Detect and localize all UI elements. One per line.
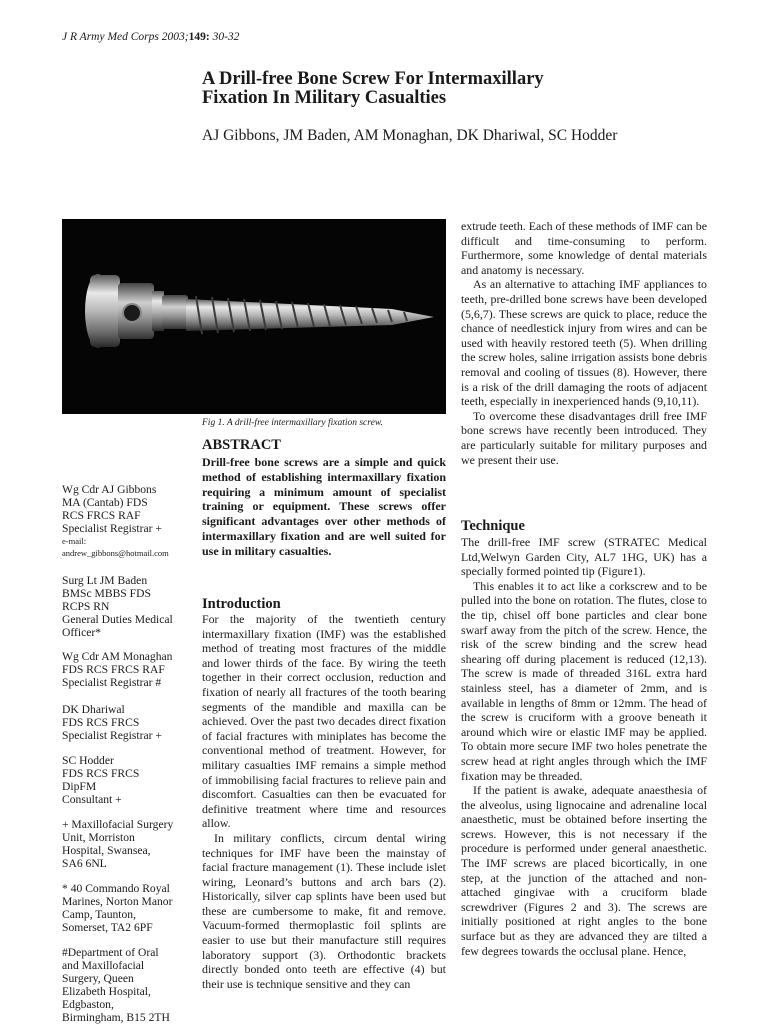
email-address[interactable]: andrew_gibbons@hotmail.com xyxy=(62,548,169,558)
affil-line: Surg Lt JM Baden xyxy=(62,574,148,587)
right-paragraph-3: To overcome these disadvantages drill free IMF bone screws have recently been introduced. They are particularly suitable for military purposes and we present their use. xyxy=(461,408,707,467)
affiliation-birmingham xyxy=(62,946,197,1024)
paper-title xyxy=(202,70,722,108)
affil-line: Wg Cdr AJ Gibbons xyxy=(62,483,157,496)
journal-pages: 30-32 xyxy=(209,31,240,43)
affil-line: Camp, Taunton, xyxy=(62,908,137,921)
technique-paragraph-1: The drill-free IMF screw (STRATEC Medical Ltd,Welwyn Garden City, AL7 1HG, UK) has a specially formed pointed tip (Figure1). xyxy=(461,535,707,579)
figure-1-photo xyxy=(62,219,446,414)
affil-line: RCS FRCS RAF xyxy=(62,509,141,522)
technique-heading: Technique xyxy=(461,518,525,534)
right-column-body xyxy=(461,219,707,467)
affil-line: Elizabeth Hospital, xyxy=(62,985,151,998)
affil-line: BMSc MBBS FDS xyxy=(62,587,151,600)
affil-line: FDS RCS FRCS xyxy=(62,716,140,729)
affil-line: SC Hodder xyxy=(62,754,114,767)
affil-line: Officer* xyxy=(62,626,102,639)
title-line-2: Fixation In Military Casualties xyxy=(202,88,447,108)
affil-line: SA6 6NL xyxy=(62,857,107,870)
affil-line: DipFM xyxy=(62,780,97,793)
right-paragraph-1: extrude teeth. Each of these methods of IMF can be difficult and time-consuming to perform. Furthermore, some knowledge of dental materials and anatomy is necessary. xyxy=(461,219,707,277)
affil-line: Marines, Norton Manor xyxy=(62,895,173,908)
email-label: e-mail: xyxy=(62,536,87,546)
journal-ref: J R Army Med Corps 2003; xyxy=(62,31,189,43)
author-list: AJ Gibbons, JM Baden, AM Monaghan, DK Dhariwal, SC Hodder xyxy=(202,127,618,144)
affil-line: * 40 Commando Royal xyxy=(62,882,170,895)
affil-line: Specialist Registrar + xyxy=(62,522,162,535)
affil-line: + Maxillofacial Surgery xyxy=(62,818,174,831)
affiliation-baden xyxy=(62,574,197,639)
affiliation-commando xyxy=(62,882,197,934)
affil-line: Consultant + xyxy=(62,793,122,806)
affil-line: General Duties Medical xyxy=(62,613,173,626)
affil-line: RCPS RN xyxy=(62,600,110,613)
journal-volume: 149: xyxy=(188,31,210,43)
affil-line: MA (Cantab) FDS xyxy=(62,496,148,509)
affil-line: Unit, Morriston xyxy=(62,831,135,844)
affil-line: FDS RCS FRCS RAF xyxy=(62,663,165,676)
affil-line: Hospital, Swansea, xyxy=(62,844,151,857)
abstract-text: Drill-free bone screws are a simple and quick method of establishing intermaxillary fixation requiring a minimum amount of specialist training or equipment. These screws offer significant advantages over other methods of intermaxillary fixation and are well suited for use in military casualties. xyxy=(202,455,446,558)
affil-line: Specialist Registrar # xyxy=(62,676,162,689)
affiliation-morriston xyxy=(62,818,197,870)
right-paragraph-2: As an alternative to attaching IMF appliances to teeth, pre-drilled bone screws have been developed (5,6,7). These screws are quick to place, reduce the chance of needlestick injury from wires and can be used with heavily restored teeth (5). When drilling the screw holes, saline irrigation assists bone debris removal and cooling of tissues (8). However, there is a risk of the drill damaging the roots of adjacent teeth, especially in inexperienced hands (9,10,11). xyxy=(461,277,707,409)
journal-reference xyxy=(62,31,239,43)
affiliation-monaghan xyxy=(62,650,197,689)
affiliation-hodder xyxy=(62,754,197,806)
technique-body xyxy=(461,535,707,958)
technique-paragraph-3: If the patient is awake, adequate anaesthesia of the alveolus, using lignocaine and adrenaline local anaesthetic, must be obtained before inserting the screws. However, this is not necessary if the procedure is performed under general anaesthetic. The IMF screws are placed bicortically, in one step, at the junction of the attached and non-attached gingivae with a cruciform blade screwdriver (Figures 2 and 3). The screws are initially positioned at right angles to the bone surface but as they are advanced they are tilted a few degrees towards the occlusal plane. Hence, xyxy=(461,783,707,958)
affil-line: Birmingham, B15 2TH xyxy=(62,1011,170,1024)
affil-line: Edgbaston, xyxy=(62,998,114,1011)
affil-line: DK Dhariwal xyxy=(62,703,125,716)
affiliation-dhariwal xyxy=(62,703,197,742)
introduction-heading: Introduction xyxy=(202,596,281,612)
affil-line: and Maxillofacial xyxy=(62,959,145,972)
abstract-heading: ABSTRACT xyxy=(202,437,281,453)
affil-line: Specialist Registrar + xyxy=(62,729,162,742)
technique-paragraph-2: This enables it to act like a corkscrew and to be pulled into the bone on rotation. The flutes, close to the tip, chisel off bone particles and clear bone swarf away from the pitch of the screw. Hence, the risk of the screw binding and the screw head shearing off during placement is reduced (12,13). The screw is made of threaded 316L extra hard stainless steel, has a diameter of 2mm, and is available in lengths of 8mm or 12mm. The head of the screw is cruciform with a groove beneath it around which wire or elastic IMF may be applied. To obtain more secure IMF two holes penetrate the screw head at right angles through which the IMF fixation may be threaded. xyxy=(461,578,707,783)
title-line-1: A Drill-free Bone Screw For Intermaxillary xyxy=(202,69,544,89)
intro-paragraph-2: In military conflicts, circum dental wiring techniques for IMF have been the mainstay of facial fracture management (1). These include islet wiring, Leonard’s buttons and arch bars (2). Historically, silver cap splints have been used but these are cumbersome to make, fit and remove. Vacuum-formed thermoplastic foil splints are easier to use but their manufacture still requires laboratory support (3). Orthodontic brackets directly bonded onto teeth are effective (4) but their use is technique sensitive and they can xyxy=(202,830,446,991)
affiliation-gibbons xyxy=(62,483,197,559)
bone-screw-illustration xyxy=(62,219,446,414)
affil-line: #Department of Oral xyxy=(62,946,159,959)
affil-line: Wg Cdr AM Monaghan xyxy=(62,650,173,663)
figure-1-caption: Fig 1. A drill-free intermaxillary fixation screw. xyxy=(202,418,383,428)
intro-paragraph-1: For the majority of the twentieth century intermaxillary fixation (IMF) was the established method of treating most fractures of the middle and lower thirds of the face. By wiring the teeth together in their correct occlusion, reduction and fixation of nearly all fractures of the tooth bearing segments of the mandible and maxilla can be achieved. Over the past two decades direct fixation of facial fractures with miniplates has become the conventional method of treatment. However, for military casualties IMF remains a simple method of immobilising facial fractures to relieve pain and discomfort. Casualties can then be evacuated for definitive treatment where time and resources allow. xyxy=(202,612,446,831)
affil-line: Somerset, TA2 6PF xyxy=(62,921,153,934)
affil-line: FDS RCS FRCS xyxy=(62,767,140,780)
introduction-body xyxy=(202,612,446,991)
affil-line: Surgery, Queen xyxy=(62,972,134,985)
